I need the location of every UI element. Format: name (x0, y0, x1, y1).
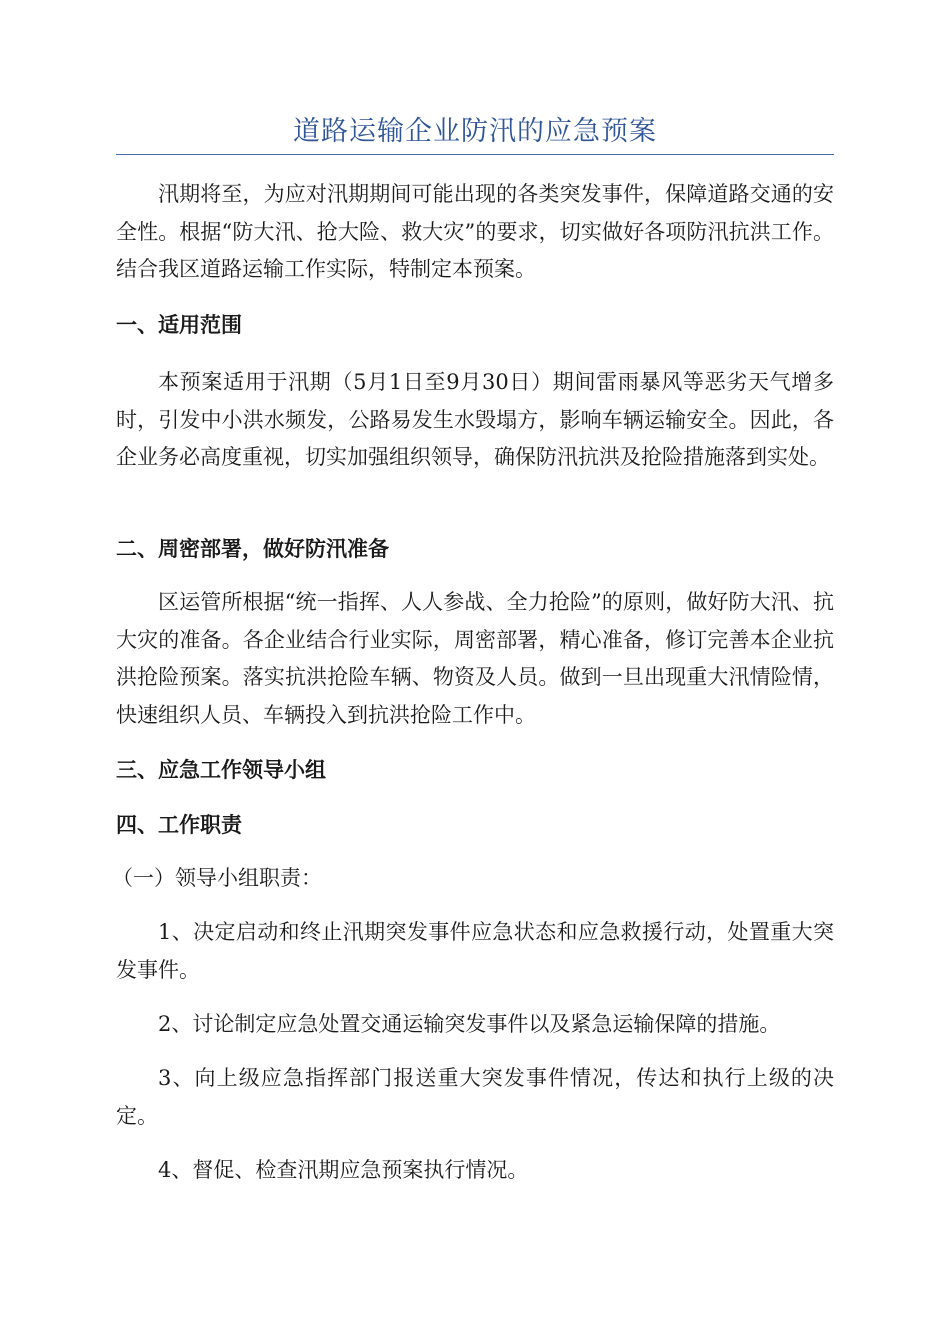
section-3-heading: 三、应急工作领导小组 (116, 758, 326, 782)
section-1-text: 本预案适用于汛期（5月1日至9月30日）期间雷雨暴风等恶劣天气增多时，引发中小洪水频发，公路易发生水毁塌方，影响车辆运输安全。因此，各企业务必高度重视，切实加强组织领导，确保防汛抗洪及抢险措施落到实处。 (116, 370, 834, 469)
section-4-heading: 四、工作职责 (116, 813, 242, 837)
list-item: 2、讨论制定应急处置交通运输突发事件以及紧急运输保障的措施。 (158, 1012, 781, 1036)
list-item: 1、决定启动和终止汛期突发事件应急状态和应急救援行动，处置重大突发事件。 (116, 920, 834, 982)
intro-paragraph: 汛期将至，为应对汛期期间可能出现的各类突发事件，保障道路交通的安全性。根据“防大汛、抢大险、救大灾”的要求，切实做好各项防汛抗洪工作。结合我区道路运输工作实际，特制定本预案。 (116, 182, 834, 281)
section-4-subheading: （一）领导小组职责： (112, 866, 322, 890)
list-item: 3、向上级应急指挥部门报送重大突发事件情况，传达和执行上级的决定。 (116, 1066, 834, 1128)
section-1-heading: 一、适用范围 (116, 313, 242, 337)
section-2-text: 区运管所根据“统一指挥、人人参战、全力抢险”的原则，做好防大汛、抗大灾的准备。各企业结合行业实际，周密部署，精心准备，修订完善本企业抗洪抢险预案。落实抗洪抢险车辆、物资及人员。做到一旦出现重大汛情险情，快速组织人员、车辆投入到抗洪抢险工作中。 (116, 590, 834, 727)
document-title: 道路运输企业防汛的应急预案 (293, 116, 657, 147)
section-2-heading: 二、周密部署，做好防汛准备 (116, 537, 389, 561)
title-underline (116, 154, 834, 155)
list-item: 4、督促、检查汛期应急预案执行情况。 (158, 1158, 529, 1182)
